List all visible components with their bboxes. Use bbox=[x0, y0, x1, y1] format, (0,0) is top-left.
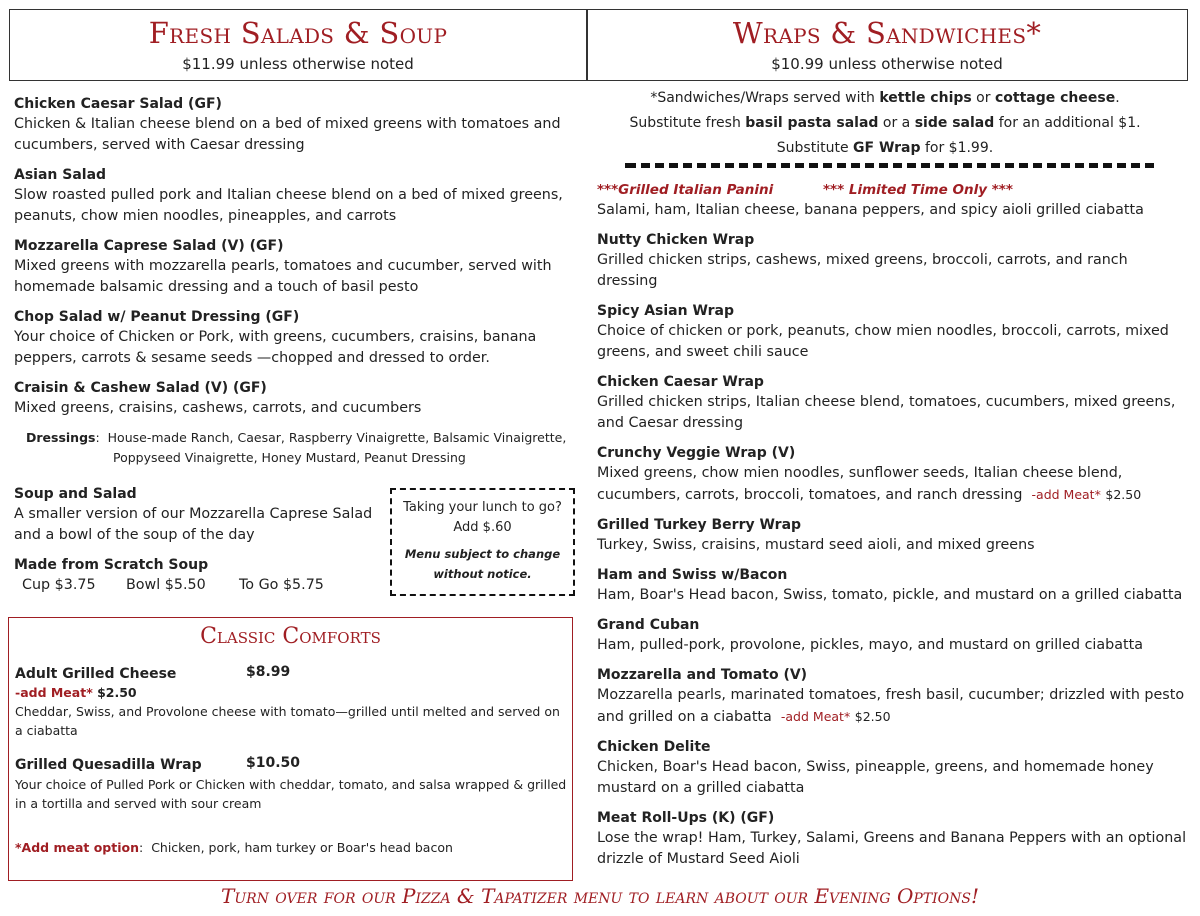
menu-item bbox=[597, 443, 1187, 506]
to-go-price: Add $.60 bbox=[453, 520, 512, 535]
item-price: $8.99 bbox=[246, 664, 291, 680]
item-name: Grand Cuban bbox=[597, 617, 700, 633]
item-desc: Ham, pulled-pork, provolone, pickles, mayo, and mustard on grilled ciabatta bbox=[597, 637, 1143, 653]
add-meat-price: $2.50 bbox=[854, 709, 891, 724]
item-name: Craisin & Cashew Salad (V) (GF) bbox=[14, 380, 267, 396]
menu-item bbox=[597, 615, 1187, 656]
item-desc: Your choice of Pulled Pork or Chicken with cheddar, tomato, and salsa wrapped & grilled in a tortilla and served with sour cream bbox=[15, 777, 567, 811]
item-name: Chicken Caesar Wrap bbox=[597, 374, 764, 390]
item-desc: Slow roasted pulled pork and Italian cheese blend on a bed of mixed greens, peanuts, chow mien noodles, pineapples, and carrots bbox=[14, 187, 563, 224]
gf-wrap-note: Substitute GF Wrap for $1.99. bbox=[776, 140, 994, 156]
add-meat-label: -add Meat* bbox=[15, 685, 93, 700]
item-desc: Grilled chicken strips, cashews, mixed greens, broccoli, carrots, and ranch dressing bbox=[597, 252, 1128, 289]
menu-item bbox=[14, 378, 570, 419]
meat-option-text: Chicken, pork, ham turkey or Boar's head bacon bbox=[151, 840, 453, 855]
menu-item bbox=[597, 515, 1187, 556]
item-name: Meat Roll-Ups (K) (GF) bbox=[597, 810, 775, 826]
change-note-2: without notice. bbox=[433, 567, 532, 581]
sandwich-notes bbox=[590, 86, 1180, 161]
item-desc: Mozzarella pearls, marinated tomatoes, fresh basil, cucumber; drizzled with pesto and grilled on a ciabatta -add Meat* $2.50 bbox=[597, 687, 1185, 725]
item-desc: Mixed greens with mozzarella pearls, tomatoes and cucumber, served with homemade balsamic dressing and a touch of basil pesto bbox=[14, 258, 552, 295]
item-name: Chicken Delite bbox=[597, 739, 711, 755]
dressings-line2: Poppyseed Vinaigrette, Honey Mustard, Peanut Dressing bbox=[113, 450, 466, 465]
item-desc: Your choice of Chicken or Pork, with greens, cucumbers, craisins, banana peppers, carrots & sesame seeds —chopped and dressed to order. bbox=[14, 329, 537, 366]
sides-note: *Sandwiches/Wraps served with kettle chips or cottage cheese. bbox=[650, 90, 1120, 106]
item-desc: Chicken & Italian cheese blend on a bed of mixed greens with tomatoes and cucumbers, served with Caesar dressing bbox=[14, 116, 561, 153]
wraps-title: Wraps & Sandwiches* bbox=[732, 16, 1042, 50]
comfort-item bbox=[15, 664, 567, 740]
add-meat-price: $2.50 bbox=[1105, 487, 1142, 502]
item-desc: Turkey, Swiss, craisins, mustard seed aioli, and mixed greens bbox=[597, 537, 1035, 553]
soup-togo-price: To Go $5.75 bbox=[239, 577, 324, 593]
menu-item bbox=[597, 372, 1187, 434]
item-desc: Mixed greens, chow mien noodles, sunflower seeds, Italian cheese blend, cucumbers, carrots, broccoli, tomatoes, and ranch dressing -add Meat* $2.50 bbox=[597, 465, 1142, 503]
item-desc: Cheddar, Swiss, and Provolone cheese with tomato—grilled until melted and served on a ciabatta bbox=[15, 704, 560, 738]
add-meat-price: $2.50 bbox=[97, 685, 137, 700]
item-name: Chop Salad w/ Peanut Dressing (GF) bbox=[14, 309, 300, 325]
soup-name: Made from Scratch Soup bbox=[14, 557, 209, 573]
notes-box bbox=[390, 488, 575, 596]
soup-section bbox=[14, 484, 384, 596]
special-item bbox=[597, 180, 1187, 221]
item-desc: Salami, ham, Italian cheese, banana peppers, and spicy aioli grilled ciabatta bbox=[597, 202, 1144, 218]
add-meat-label: -add Meat* bbox=[780, 709, 851, 724]
item-name: Grilled Turkey Berry Wrap bbox=[597, 517, 802, 533]
footer-note: Turn over for our Pizza & Tapatizer menu to learn about our Evening Options! bbox=[221, 884, 979, 908]
item-desc: Choice of chicken or pork, peanuts, chow mien noodles, broccoli, carrots, mixed greens, and sweet chili sauce bbox=[597, 323, 1169, 360]
comforts-box bbox=[8, 617, 573, 881]
add-meat-label: -add Meat* bbox=[1031, 487, 1101, 502]
menu-item bbox=[597, 737, 1187, 799]
comfort-item bbox=[15, 755, 567, 813]
item-name: Soup and Salad bbox=[14, 486, 137, 502]
menu-item bbox=[14, 307, 570, 369]
item-desc: A smaller version of our Mozzarella Caprese Salad and a bowl of the soup of the day bbox=[14, 506, 373, 543]
item-desc: Lose the wrap! Ham, Turkey, Salami, Greens and Banana Peppers with an optional drizzle of Mustard Seed Aioli bbox=[597, 830, 1187, 867]
menu-item bbox=[597, 565, 1187, 606]
dressings-label: Dressings bbox=[26, 430, 96, 445]
to-go-note: Taking your lunch to go? bbox=[403, 500, 562, 515]
wraps-section bbox=[597, 180, 1187, 879]
item-desc: Ham, Boar's Head bacon, Swiss, tomato, pickle, and mustard on a grilled ciabatta bbox=[597, 587, 1183, 603]
item-desc: Chicken, Boar's Head bacon, Swiss, pineapple, greens, and homemade honey mustard on a grilled ciabatta bbox=[597, 759, 1154, 796]
item-name: Mozzarella Caprese Salad (V) (GF) bbox=[14, 238, 284, 254]
menu-item bbox=[597, 301, 1187, 363]
menu-item bbox=[597, 230, 1187, 292]
comforts-title: Classic Comforts bbox=[200, 624, 381, 649]
item-price: $10.50 bbox=[246, 755, 301, 771]
meat-option-note: *Add meat option: Chicken, pork, ham turkey or Boar's head bacon bbox=[15, 840, 453, 855]
item-name: Mozzarella and Tomato (V) bbox=[597, 667, 808, 683]
menu-item bbox=[14, 94, 570, 156]
salads-section bbox=[14, 94, 570, 476]
change-note-1: Menu subject to change bbox=[404, 547, 561, 561]
soup-bowl-price: Bowl $5.50 bbox=[126, 577, 206, 593]
menu-item bbox=[14, 484, 384, 546]
dressings-line1: House-made Ranch, Caesar, Raspberry Vinaigrette, Balsamic Vinaigrette, bbox=[107, 430, 567, 445]
item-name: Crunchy Veggie Wrap (V) bbox=[597, 445, 796, 461]
item-name: Spicy Asian Wrap bbox=[597, 303, 735, 319]
wraps-price-note: $10.99 unless otherwise noted bbox=[771, 55, 1003, 73]
item-desc: Grilled chicken strips, Italian cheese blend, tomatoes, cucumbers, mixed greens, and Caesar dressing bbox=[597, 394, 1176, 431]
item-name: Adult Grilled Cheese bbox=[15, 666, 177, 682]
item-name: Ham and Swiss w/Bacon bbox=[597, 567, 788, 583]
menu-item bbox=[597, 665, 1187, 728]
item-name: Grilled Quesadilla Wrap bbox=[15, 757, 202, 773]
dashed-divider bbox=[625, 163, 1157, 168]
soup-prices bbox=[14, 575, 384, 596]
menu-item bbox=[597, 808, 1187, 870]
special-name: ***Grilled Italian Panini bbox=[597, 182, 774, 198]
dressings-list: Dressings: House-made Ranch, Caesar, Raspberry Vinaigrette, Balsamic Vinaigrette, Poppyseed Vinaigrette, Honey Mustard, Peanut Dressing bbox=[26, 428, 570, 468]
salads-title: Fresh Salads & Soup bbox=[148, 16, 448, 50]
item-name: Asian Salad bbox=[14, 167, 107, 183]
item-desc: Mixed greens, craisins, cashews, carrots, and cucumbers bbox=[14, 400, 422, 416]
soup-cup-price: Cup $3.75 bbox=[22, 577, 96, 593]
item-name: Chicken Caesar Salad (GF) bbox=[14, 96, 222, 112]
substitute-salad-note: Substitute fresh basil pasta salad or a side salad for an additional $1. bbox=[629, 115, 1141, 131]
menu-item bbox=[14, 165, 570, 227]
menu-item bbox=[14, 236, 570, 298]
header-box bbox=[9, 9, 1188, 81]
salads-price-note: $11.99 unless otherwise noted bbox=[182, 55, 414, 73]
item-name: Nutty Chicken Wrap bbox=[597, 232, 755, 248]
special-tag: *** Limited Time Only *** bbox=[823, 182, 1013, 198]
meat-option-label: *Add meat option bbox=[15, 840, 140, 855]
